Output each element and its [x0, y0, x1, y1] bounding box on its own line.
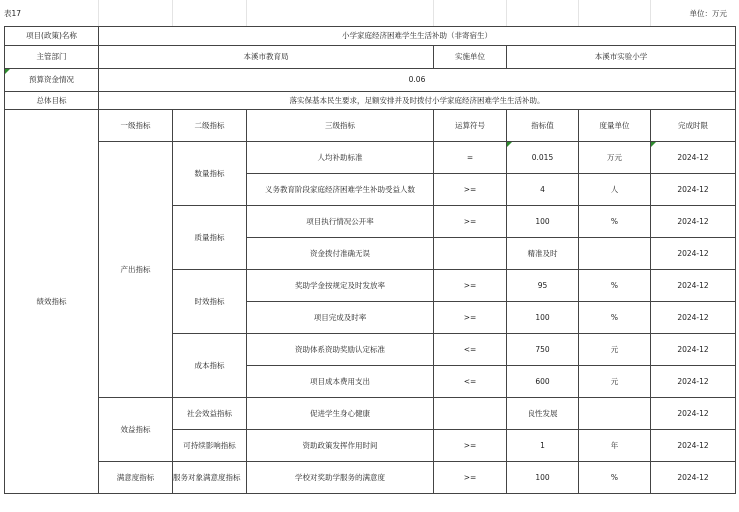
budget-value[interactable]: 0.06 — [99, 69, 736, 92]
table-row — [5, 142, 736, 174]
group-benefit: 效益指标 — [99, 398, 173, 462]
row-operator[interactable]: >= — [434, 430, 507, 462]
row-value[interactable]: 750 — [507, 334, 579, 366]
row-operator[interactable]: >= — [434, 206, 507, 238]
row-value[interactable]: 良性发展 — [507, 398, 579, 430]
goal-label: 总体目标 — [5, 92, 99, 110]
row-operator[interactable]: >= — [434, 174, 507, 206]
group-social: 社会效益指标 — [173, 398, 247, 430]
row-unit[interactable]: % — [579, 462, 651, 494]
row-name[interactable]: 项目成本费用支出 — [247, 366, 434, 398]
row-deadline[interactable]: 2024-12 — [651, 142, 736, 174]
row-name[interactable]: 资助体系资助奖励认定标准 — [247, 334, 434, 366]
row-deadline[interactable]: 2024-12 — [651, 238, 736, 270]
table-row — [5, 462, 736, 494]
department-row — [5, 46, 736, 69]
row-value[interactable]: 1 — [507, 430, 579, 462]
group-output: 产出指标 — [99, 142, 173, 398]
row-deadline[interactable]: 2024-12 — [651, 430, 736, 462]
row-operator[interactable]: >= — [434, 270, 507, 302]
row-unit[interactable]: 年 — [579, 430, 651, 462]
row-unit[interactable]: % — [579, 302, 651, 334]
impl-label: 实施单位 — [434, 46, 507, 69]
row-name[interactable]: 资助政策发挥作用时间 — [247, 430, 434, 462]
row-deadline[interactable]: 2024-12 — [651, 302, 736, 334]
col-operator: 运算符号 — [434, 110, 507, 142]
project-name-label: 项目(政策)名称 — [5, 27, 99, 46]
row-name[interactable]: 项目执行情况公开率 — [247, 206, 434, 238]
row-deadline[interactable]: 2024-12 — [651, 334, 736, 366]
goal-value[interactable]: 落实保基本民生要求，足额安排并及时拨付小学家庭经济困难学生生活补助。 — [99, 92, 736, 110]
indicator-header-row — [5, 110, 736, 142]
col-deadline: 完成时限 — [651, 110, 736, 142]
row-operator[interactable]: <= — [434, 366, 507, 398]
col-value: 指标值 — [507, 110, 579, 142]
row-name[interactable]: 义务教育阶段家庭经济困难学生补助受益人数 — [247, 174, 434, 206]
row-value[interactable]: 100 — [507, 206, 579, 238]
row-unit[interactable]: 万元 — [579, 142, 651, 174]
group-sustain: 可持续影响指标 — [173, 430, 247, 462]
col-level1: 一级指标 — [99, 110, 173, 142]
group-service: 服务对象满意度指标 — [173, 462, 247, 494]
row-deadline[interactable]: 2024-12 — [651, 366, 736, 398]
row-unit[interactable] — [579, 398, 651, 430]
sheet-header-bar — [0, 0, 739, 26]
project-name-value[interactable]: 小学家庭经济困难学生生活补助（非寄宿生） — [99, 27, 736, 46]
row-value[interactable]: 100 — [507, 462, 579, 494]
goal-row — [5, 92, 736, 110]
row-name[interactable]: 资金拨付准确无误 — [247, 238, 434, 270]
row-operator[interactable]: >= — [434, 302, 507, 334]
performance-table — [4, 26, 736, 494]
row-deadline[interactable]: 2024-12 — [651, 206, 736, 238]
budget-row — [5, 69, 736, 92]
row-value[interactable]: 0.015 — [507, 142, 579, 174]
row-value[interactable]: 4 — [507, 174, 579, 206]
dept-value[interactable]: 本溪市教育局 — [99, 46, 434, 69]
unit-label: 单位：万元 — [689, 9, 727, 18]
row-operator[interactable] — [434, 398, 507, 430]
row-operator[interactable]: >= — [434, 462, 507, 494]
row-operator[interactable]: <= — [434, 334, 507, 366]
row-unit[interactable]: 元 — [579, 334, 651, 366]
row-value[interactable]: 95 — [507, 270, 579, 302]
row-name[interactable]: 人均补助标准 — [247, 142, 434, 174]
perf-indicator-label: 绩效指标 — [5, 110, 99, 494]
row-value[interactable]: 600 — [507, 366, 579, 398]
group-quality: 质量指标 — [173, 206, 247, 270]
group-satisfaction: 满意度指标 — [99, 462, 173, 494]
project-name-row — [5, 27, 736, 46]
row-unit[interactable]: % — [579, 206, 651, 238]
table-number: 表17 — [4, 9, 22, 18]
row-unit[interactable]: 元 — [579, 366, 651, 398]
row-operator[interactable]: = — [434, 142, 507, 174]
row-unit[interactable]: % — [579, 270, 651, 302]
table-row — [5, 398, 736, 430]
col-unit: 度量单位 — [579, 110, 651, 142]
group-timeliness: 时效指标 — [173, 270, 247, 334]
impl-value[interactable]: 本溪市实验小学 — [507, 46, 736, 69]
col-level3: 三级指标 — [247, 110, 434, 142]
row-name[interactable]: 促进学生身心健康 — [247, 398, 434, 430]
row-name[interactable]: 学校对奖助学服务的满意度 — [247, 462, 434, 494]
row-deadline[interactable]: 2024-12 — [651, 174, 736, 206]
row-operator[interactable] — [434, 238, 507, 270]
col-level2: 二级指标 — [173, 110, 247, 142]
row-deadline[interactable]: 2024-12 — [651, 398, 736, 430]
row-deadline[interactable]: 2024-12 — [651, 270, 736, 302]
row-unit[interactable]: 人 — [579, 174, 651, 206]
row-unit[interactable] — [579, 238, 651, 270]
dept-label: 主管部门 — [5, 46, 99, 69]
row-name[interactable]: 项目完成及时率 — [247, 302, 434, 334]
group-quantity: 数量指标 — [173, 142, 247, 206]
row-deadline[interactable]: 2024-12 — [651, 462, 736, 494]
budget-label: 预算资金情况 — [5, 69, 99, 92]
row-value[interactable]: 精准及时 — [507, 238, 579, 270]
row-value[interactable]: 100 — [507, 302, 579, 334]
group-cost: 成本指标 — [173, 334, 247, 398]
row-name[interactable]: 奖助学金按规定及时发放率 — [247, 270, 434, 302]
